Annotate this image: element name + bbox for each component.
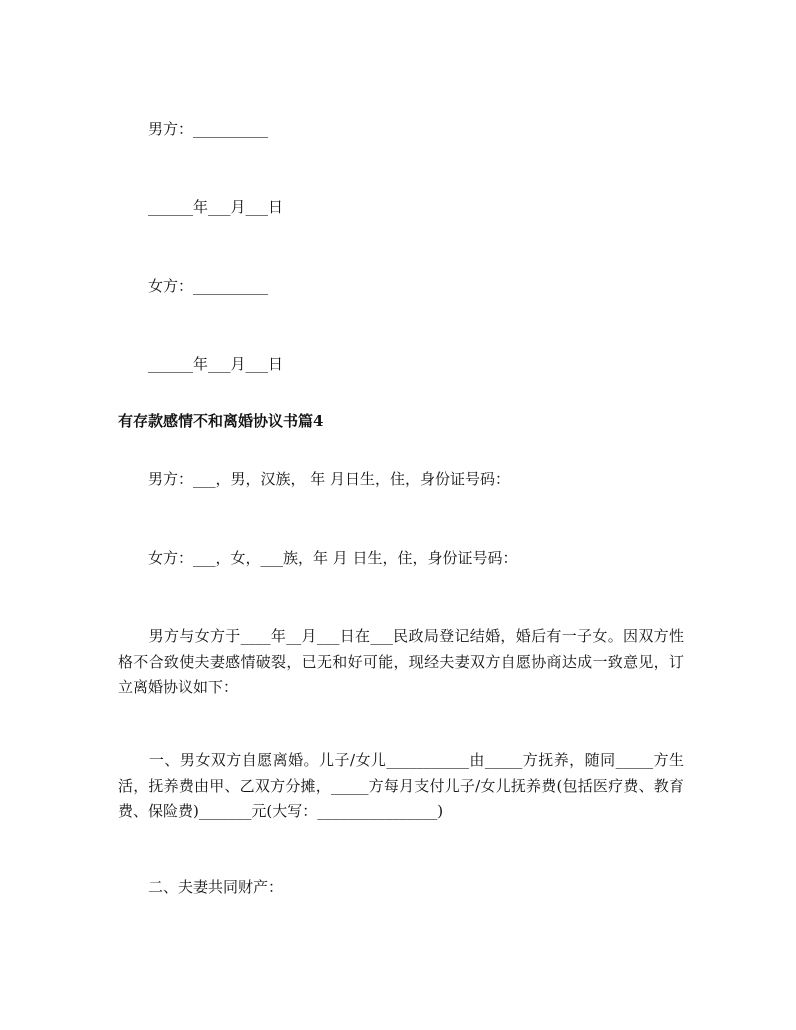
male-signature-line: 男方：__________ xyxy=(148,120,269,138)
female-info-line: 女方：___，女，___族，年 月 日生，住，身份证号码： xyxy=(148,549,518,567)
female-date-line: ______年___月___日 xyxy=(148,355,284,373)
male-date-line: ______年___月___日 xyxy=(148,198,284,216)
male-info-line: 男方：___，男，汉族， 年 月日生，住，身份证号码： xyxy=(148,470,511,488)
female-signature-line: 女方：__________ xyxy=(148,277,269,295)
clause-1-paragraph: 一、男女双方自愿离婚。儿子/女儿___________由_____方抚养，随同_____方生活，抚养费由甲、乙双方分摊，_____方每月支付儿子/女儿抚养费(包括医疗费、教育费、保险费)_______元(大写：________________) xyxy=(118,751,684,820)
clause-2-heading: 二、夫妻共同财产： xyxy=(148,878,284,896)
intro-paragraph: 男方与女方于____年__月___日在___民政局登记结婚，婚后有一子女。因双方性格不合致使夫妻感情破裂，已无和好可能，现经夫妻双方自愿协商达成一致意见，订立离婚协议如下： xyxy=(118,627,684,696)
section-title: 有存款感情不和离婚协议书篇4 xyxy=(118,412,324,430)
